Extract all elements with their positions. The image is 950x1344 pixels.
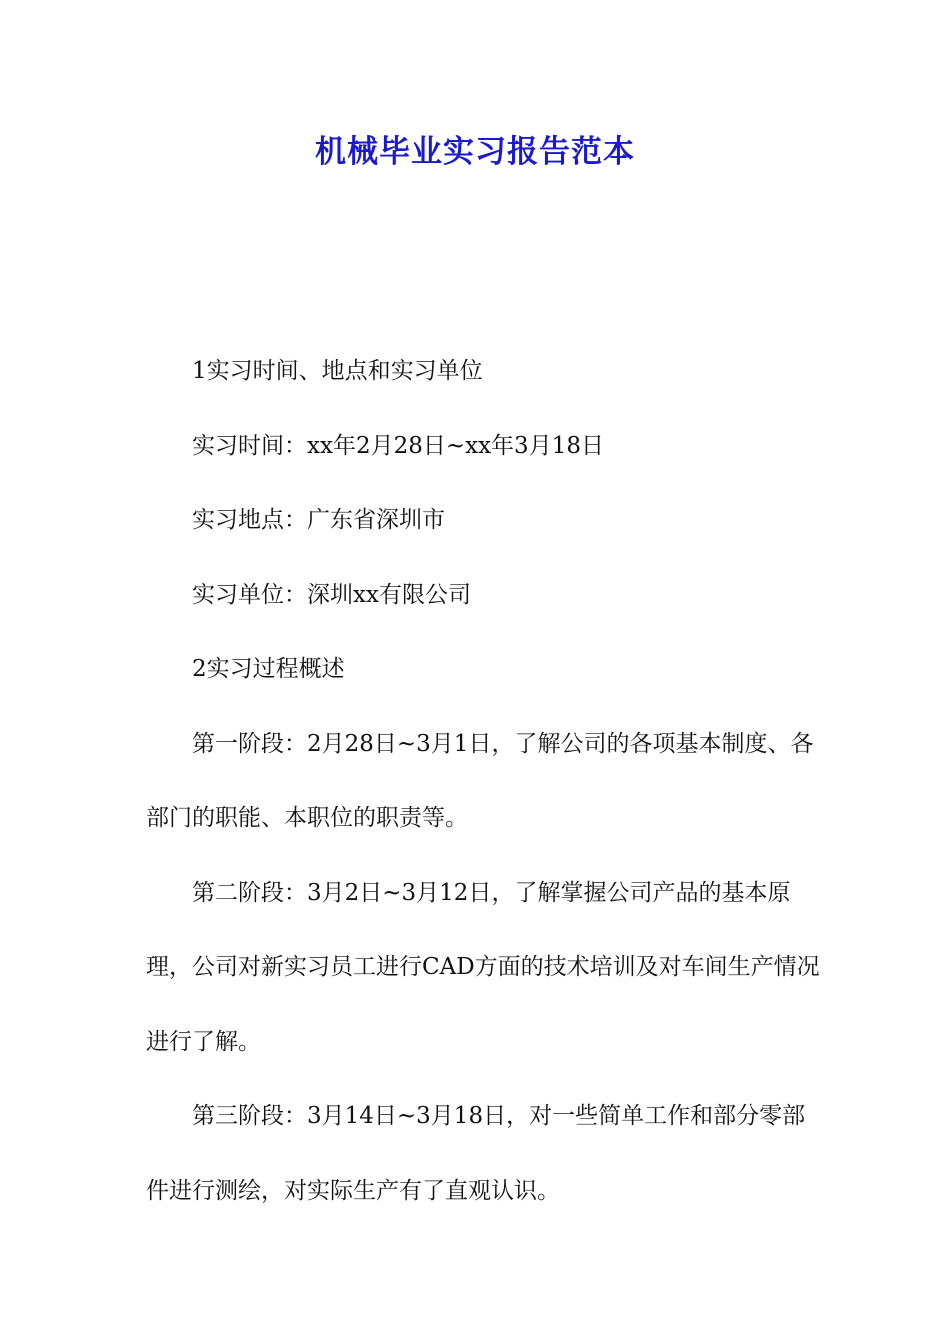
internship-location: 实习地点：广东省深圳市 (192, 507, 445, 533)
section-heading-2: 2实习过程概述 (192, 656, 345, 682)
internship-company: 实习单位：深圳xx有限公司 (192, 581, 471, 608)
document-title: 机械毕业实习报告范本 (315, 134, 635, 170)
stage-two-paragraph: 第二阶段：3月2日~3月12日，了解掌握公司产品的基本原理，公司对新实习员工进行CAD方面的技术培训及对车间生产情况进行了解。 (146, 879, 820, 1055)
section-heading-1: 1实习时间、地点和实习单位 (192, 358, 483, 384)
stage-one-paragraph: 第一阶段：2月28日~3月1日，了解公司的各项基本制度、各部门的职能、本职位的职责等。 (146, 730, 814, 831)
internship-time: 实习时间：xx年2月28日~xx年3月18日 (192, 432, 604, 459)
stage-three-paragraph: 第三阶段：3月14日~3月18日，对一些简单工作和部分零部件进行测绘，对实际生产有了直观认识。 (146, 1103, 806, 1204)
document-body (146, 334, 822, 1228)
